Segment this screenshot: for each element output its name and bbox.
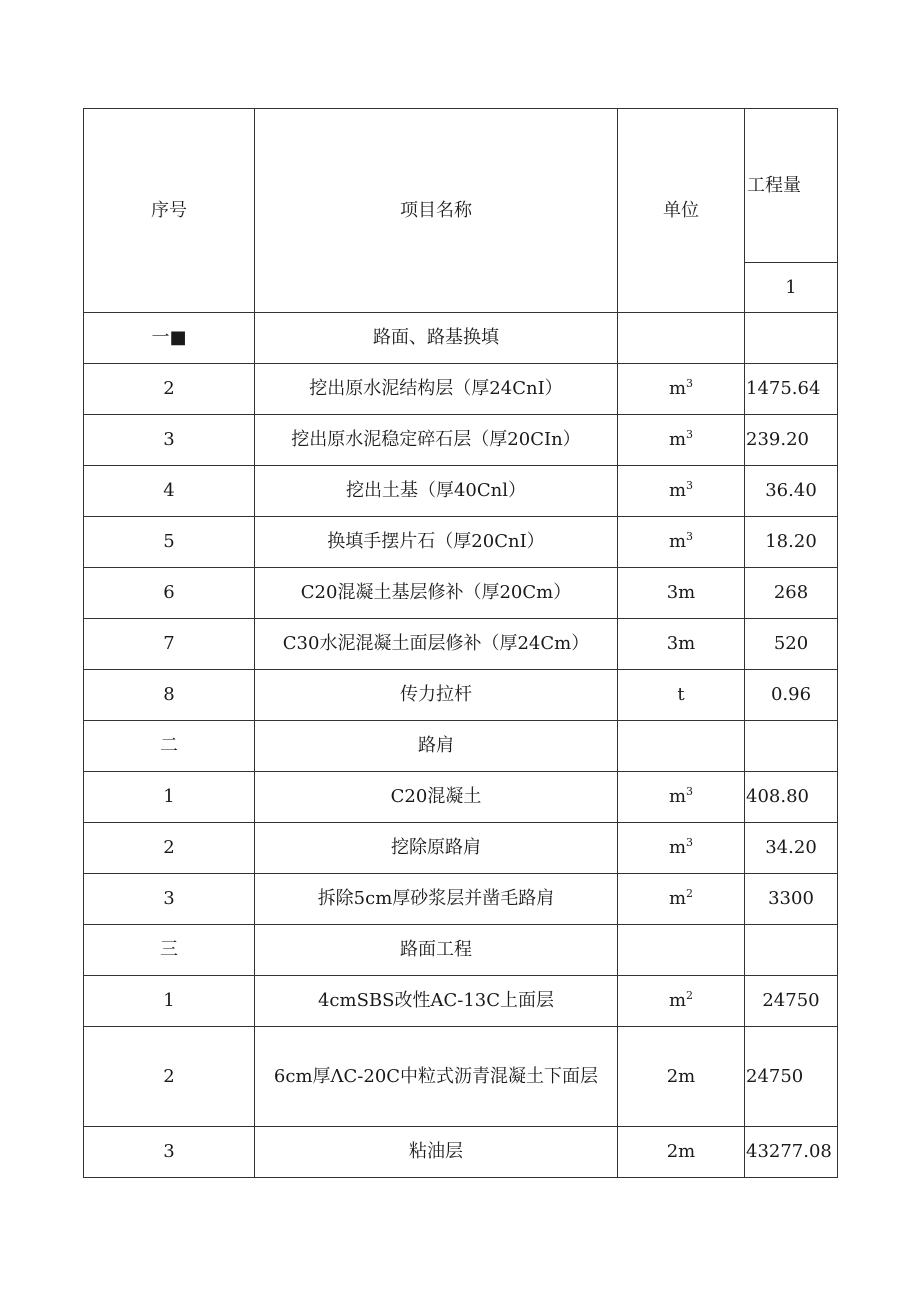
row-qty <box>745 925 838 976</box>
row-seq: 3 <box>84 415 255 466</box>
row-unit <box>618 415 745 466</box>
row-name: 路面、路基换填 <box>255 313 618 364</box>
unit-sup: 2 <box>686 887 694 901</box>
header-qty-sub: 1 <box>745 263 838 313</box>
row-name: 挖出原水泥稳定碎石层（厚20CIn） <box>255 415 618 466</box>
table-row <box>84 568 838 619</box>
row-qty: 18.20 <box>745 517 838 568</box>
row-unit <box>618 874 745 925</box>
row-qty: 239.20 <box>745 415 838 466</box>
row-qty <box>745 313 838 364</box>
unit-sup: 3 <box>686 377 694 391</box>
table-row <box>84 619 838 670</box>
table-row <box>84 517 838 568</box>
row-name: C30水泥混凝土面层修补（厚24Cm） <box>255 619 618 670</box>
row-seq: 2 <box>84 823 255 874</box>
unit-text: m <box>668 429 687 451</box>
row-seq: 二 <box>84 721 255 772</box>
table-row <box>84 976 838 1027</box>
row-unit <box>618 568 745 619</box>
row-qty: 3300 <box>745 874 838 925</box>
header-name: 项目名称 <box>255 109 618 313</box>
row-seq: 3 <box>84 874 255 925</box>
row-qty: 268 <box>745 568 838 619</box>
unit-sup: 2 <box>686 989 694 1003</box>
row-qty: 43277.08 <box>745 1127 838 1178</box>
row-unit <box>618 772 745 823</box>
row-unit <box>618 1027 745 1127</box>
row-unit <box>618 1127 745 1178</box>
unit-text: 2m <box>666 1141 696 1163</box>
row-unit <box>618 925 745 976</box>
unit-sup: 3 <box>686 479 694 493</box>
table-row <box>84 466 838 517</box>
row-name: 6cm厚ΛC-20C中粒式沥青混凝土下面层 <box>255 1027 618 1127</box>
row-name: 传力拉杆 <box>255 670 618 721</box>
quantity-table <box>83 108 838 1178</box>
unit-text: m <box>668 786 687 808</box>
unit-text: m <box>668 480 687 502</box>
row-qty: 24750 <box>745 976 838 1027</box>
table-row <box>84 364 838 415</box>
table-row <box>84 721 838 772</box>
row-seq: 2 <box>84 1027 255 1127</box>
unit-sup: 3 <box>686 836 694 850</box>
table-row <box>84 823 838 874</box>
row-qty: 1475.64 <box>745 364 838 415</box>
row-name: 挖出原水泥结构层（厚24CnI） <box>255 364 618 415</box>
unit-text: t <box>677 684 685 706</box>
row-name: 换填手摆片石（厚20CnI） <box>255 517 618 568</box>
row-seq: 7 <box>84 619 255 670</box>
unit-sup: 3 <box>686 785 694 799</box>
row-qty: 36.40 <box>745 466 838 517</box>
unit-text: 3m <box>666 582 696 604</box>
table-row <box>84 1127 838 1178</box>
row-unit <box>618 670 745 721</box>
unit-text: m <box>668 837 687 859</box>
row-unit <box>618 313 745 364</box>
header-row <box>84 109 838 263</box>
row-name: 4cmSBS改性AC-13C上面层 <box>255 976 618 1027</box>
row-unit <box>618 517 745 568</box>
table-row <box>84 415 838 466</box>
row-seq: 8 <box>84 670 255 721</box>
row-seq: 1 <box>84 976 255 1027</box>
unit-sup: 3 <box>686 530 694 544</box>
row-qty <box>745 721 838 772</box>
row-unit <box>618 619 745 670</box>
row-seq: 三 <box>84 925 255 976</box>
row-unit <box>618 721 745 772</box>
header-seq: 序号 <box>84 109 255 313</box>
row-seq: 一■ <box>84 313 255 364</box>
row-seq: 1 <box>84 772 255 823</box>
unit-text: 2m <box>666 1065 696 1087</box>
unit-sup: 3 <box>686 428 694 442</box>
row-name: 挖出土基（厚40Cnl） <box>255 466 618 517</box>
table-row <box>84 925 838 976</box>
unit-text: m <box>668 888 687 910</box>
row-seq: 4 <box>84 466 255 517</box>
row-name: 粘油层 <box>255 1127 618 1178</box>
table-row <box>84 670 838 721</box>
row-qty: 520 <box>745 619 838 670</box>
unit-text: m <box>668 531 687 553</box>
row-name: 路面工程 <box>255 925 618 976</box>
row-name: 路肩 <box>255 721 618 772</box>
table-row <box>84 313 838 364</box>
unit-text: m <box>668 378 687 400</box>
row-qty: 408.80 <box>745 772 838 823</box>
unit-text: 3m <box>666 633 696 655</box>
table-row <box>84 772 838 823</box>
row-seq: 5 <box>84 517 255 568</box>
row-unit <box>618 466 745 517</box>
row-seq: 6 <box>84 568 255 619</box>
row-name: 拆除5cm厚砂浆层并凿毛路肩 <box>255 874 618 925</box>
row-qty: 0.96 <box>745 670 838 721</box>
row-name: C20混凝土基层修补（厚20Cm） <box>255 568 618 619</box>
row-unit <box>618 364 745 415</box>
row-seq: 3 <box>84 1127 255 1178</box>
row-qty: 24750 <box>745 1027 838 1127</box>
row-unit <box>618 823 745 874</box>
header-unit: 单位 <box>618 109 745 313</box>
table-row <box>84 1027 838 1127</box>
unit-text: m <box>668 990 687 1012</box>
row-name: 挖除原路肩 <box>255 823 618 874</box>
row-seq: 2 <box>84 364 255 415</box>
row-name: C20混凝土 <box>255 772 618 823</box>
header-qty: 工程量 <box>745 109 838 263</box>
row-qty: 34.20 <box>745 823 838 874</box>
row-unit <box>618 976 745 1027</box>
table-row <box>84 874 838 925</box>
